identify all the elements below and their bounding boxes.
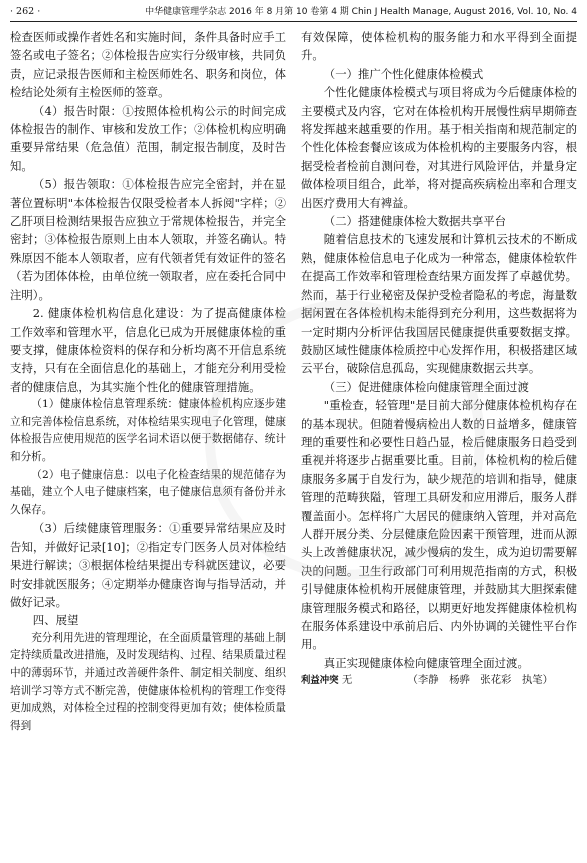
article-footer (301, 672, 577, 689)
conflict-statement (301, 672, 352, 689)
paragraph: （3）后续健康管理服务：①重要异常结果应及时告知，并做好记录[10]；②指定专门医务人员对体检结果进行解读；③根据体检结果提出专科就医建议，必要时安排就医服务；④定期举办健康咨询与指导活动，并做好记录。 (10, 521, 286, 609)
conflict-label: 利益冲突 (301, 675, 339, 687)
paragraph: "重检查，轻管理"是目前大部分健康体检机构存在的基本现状。但随着慢病检出人数的日益增多，健康管理的重要性和必要性日趋凸显，检后健康服务日趋受到重视并将逐步占据重要比重。目前，体检机构的检后健康服务多属于自发行为，缺少规范的培训和指导，健康管理的范畴狭隘，管理工具研发和应用滞后，服务人群覆盖面小。怎样将广大居民的健康纳入管理，并对高危人群开展分类、分层健康危险因素干预管理，进而从源头上改善健康状况，减少慢病的发生，成为迫切需要解决的问题。卫生行政部门可利用规范指南的方式，积极引导健康体检机构开展健康管理，并鼓励其大胆探索健康管理服务模式和路径，以期更好地发挥健康体检机构在服务体系建设中承前启后、内外协调的关键性平台作用。 (301, 398, 577, 652)
conflict-value: 无 (341, 674, 353, 687)
paragraph: 随着信息技术的飞速发展和计算机云技术的不断成熟，健康体检信息电子化成为一种常态，健康体检软件在提高工作效率和管理检查结果方面发挥了卓越优势。然而，基于行业秘密及保护受检者隐私的考虑，海量数据闲置在各体检机构未能得到充分利用，这些数据将为一定时期内分析评估我国居民健康提供重要数据支撑。鼓励区域性健康体检质控中心发挥作用，积极搭建区域云平台，破除信息孤岛，实现健康数据云共享。 (301, 232, 577, 376)
paragraph: （5）报告领取：①体检报告应完全密封，并在显著位置标明"本体检报告仅限受检者本人拆阅"字样；②乙肝项目检测结果报告应独立于常规体检报告，并完全密封；③体检报告原则上由本人领取，并签名确认。特殊原因不能本人领取者，应有代领者凭有效证件的签名（若为团体体检，由单位统一领取者，应在委托合同中注明）。 (10, 177, 286, 302)
author-list: （李静 杨骅 张花彩 执笔） (407, 674, 553, 687)
two-column-body (10, 28, 577, 735)
left-column (10, 28, 286, 735)
subsection-heading: （一）推广个性化健康体检模式 (323, 66, 484, 81)
subsection-heading: （二）搭建健康体检大数据共享平台 (323, 214, 507, 229)
paragraph: 检查医师或操作者姓名和实施时间，条件具备时应手工签名或电子签名；②体检报告应实行分级审核，共同负责，应记录报告医师和主检医师姓名、职务和岗位，体检结论处须有主检医师的签章。 (10, 30, 286, 100)
paragraph: （2）电子健康信息：以电子化检查结果的规范储存为基础，建立个人电子健康档案，电子健康信息须有备份并永久保存。 (10, 468, 286, 516)
paragraph: 真正实现健康体检向健康管理全面过渡。 (323, 655, 529, 670)
paragraph: 个性化健康体检模式与项目将成为今后健康体检的主要模式及内容，它对在体检机构开展慢性病早期筛查将发挥越来越重要的作用。基于相关指南和规范制定的个性化体检套餐应该成为体检机构的主要服务内容，根据受检者检前自测问卷，对其进行风险评估，并量身定做体检项目组合，此举，将对提高疾病检出率和合理支出医疗费用大有裨益。 (301, 85, 577, 210)
subsection-heading: （三）促进健康体检向健康管理全面过渡 (323, 379, 529, 394)
paragraph: 2. 健康体检机构信息化建设：为了提高健康体检工作效率和管理水平，信息化已成为开展健康体检的重要支撑，健康体检资料的保存和分析均离不开信息系统支持，只有在全面信息化的基础上，才能充分利用受检者的健康信息，为其实施个性化的健康管理措施。 (10, 306, 286, 394)
page-number: · 262 · (10, 6, 41, 17)
section-heading: 四、展望 (32, 613, 79, 628)
paragraph: 充分利用先进的管理理论，在全面质量管理的基础上制定持续质量改进措施，及时发现结构、过程、结果质量过程中的薄弱环节，并通过改善硬件条件、制定相关制度、组织培训学习等方式不断完善，使健康体检机构的管理工作变得更加成熟，对体检全过程的控制变得更加有效；使体检质量得到 (10, 631, 286, 732)
running-header (10, 6, 577, 22)
paragraph: （4）报告时限：①按照体检机构公示的时间完成体检报告的制作、审核和发放工作；②体检机构应明确重要异常结果（危急值）范围，制定报告制度，及时告知。 (10, 103, 286, 173)
paragraph: （1）健康体检信息管理系统：健康体检机构应逐步建立和完善体检信息系统，对体检结果实现电子化管理，健康体检报告应使用规范的医学名词术语以便于数据储存、统计和分析。 (10, 398, 286, 463)
right-column (301, 28, 577, 735)
paragraph: 有效保障，使体检机构的服务能力和水平得到全面提升。 (301, 30, 577, 63)
journal-citation: 中华健康管理学杂志 2016 年 8 月第 10 卷第 4 期 Chin J Health Manage, August 2016, Vol. 10, No. 4 (145, 7, 577, 17)
